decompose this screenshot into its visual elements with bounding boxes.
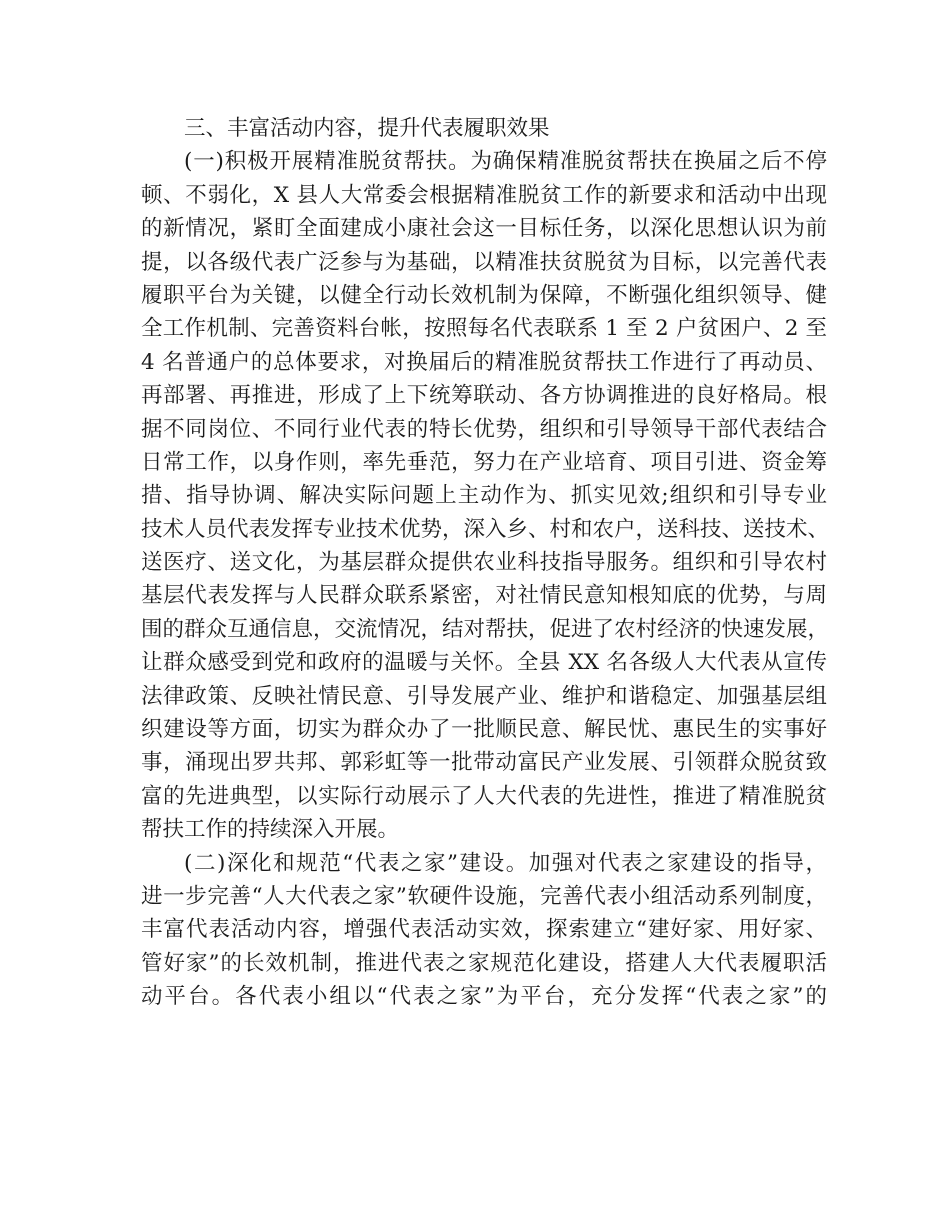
paragraph-line: 4 名普通户的总体要求，对换届后的精准脱贫帮扶工作进行了再动员、 <box>141 349 827 375</box>
paragraph-line: 动平台。各代表小组以“代表之家”为平台，充分发挥“代表之家”的 <box>141 984 827 1010</box>
paragraph-line: 履职平台为关键，以健全行动长效机制为保障，不断强化组织领导、健 <box>141 282 827 308</box>
paragraph-line: 事，涌现出罗共邦、郭彩虹等一批带动富民产业发展、引领群众脱贫致 <box>141 750 827 776</box>
paragraph-line: 富的先进典型，以实际行动展示了人大代表的先进性，推进了精准脱贫 <box>141 783 827 809</box>
paragraph-line: 围的群众互通信息，交流情况，结对帮扶，促进了农村经济的快速发展， <box>141 616 830 642</box>
paragraph-line: 进一步完善“人大代表之家”软硬件设施，完善代表小组活动系列制度， <box>141 883 827 909</box>
paragraph-line: 帮扶工作的持续深入开展。 <box>141 817 400 843</box>
paragraph-line: 送医疗、送文化，为基层群众提供农业科技指导服务。组织和引导农村 <box>141 550 827 576</box>
paragraph-line: 法律政策、反映社情民意、引导发展产业、维护和谐稳定、加强基层组 <box>141 683 827 709</box>
paragraph-line: 技术人员代表发挥专业技术优势，深入乡、村和农户，送科技、送技术、 <box>141 516 830 542</box>
paragraph-line: 措、指导协调、解决实际问题上主动作为、抓实见效;组织和引导专业 <box>141 483 827 509</box>
section-heading: 三、丰富活动内容，提升代表履职效果 <box>184 116 550 141</box>
paragraph-line: 基层代表发挥与人民群众联系紧密，对社情民意知根知底的优势，与周 <box>141 583 827 609</box>
paragraph-line: 提，以各级代表广泛参与为基础，以精准扶贫脱贫为目标，以完善代表 <box>141 249 827 275</box>
paragraph-line: 的新情况，紧盯全面建成小康社会这一目标任务，以深化思想认识为前 <box>141 216 827 242</box>
paragraph-line: (二)深化和规范“代表之家”建设。加强对代表之家建设的指导， <box>184 850 827 876</box>
paragraph-line: 让群众感受到党和政府的温暖与关怀。全县 XX 名各级人大代表从宣传 <box>141 650 827 676</box>
paragraph-line: 据不同岗位、不同行业代表的特长优势，组织和引导领导干部代表结合 <box>141 416 827 442</box>
paragraph-line: 日常工作，以身作则，率先垂范，努力在产业培育、项目引进、资金筹 <box>141 449 827 475</box>
document-body <box>141 112 830 1014</box>
paragraph-line: 顿、不弱化，X 县人大常委会根据精准脱贫工作的新要求和活动中出现 <box>141 182 827 208</box>
paragraph-line: 织建设等方面，切实为群众办了一批顺民意、解民忧、惠民生的实事好 <box>141 717 827 743</box>
paragraph-line: 再部署、再推进，形成了上下统筹联动、各方协调推进的良好格局。根 <box>141 383 827 409</box>
paragraph-line: 丰富代表活动内容，增强代表活动实效，探索建立“建好家、用好家、 <box>141 917 827 943</box>
paragraph-line: (一)积极开展精准脱贫帮扶。为确保精准脱贫帮扶在换届之后不停 <box>184 149 827 175</box>
paragraph-line: 管好家”的长效机制，推进代表之家规范化建设，搭建人大代表履职活 <box>141 950 827 976</box>
paragraph-line: 全工作机制、完善资料台帐，按照每名代表联系 1 至 2 户贫困户、2 至 <box>141 316 827 342</box>
